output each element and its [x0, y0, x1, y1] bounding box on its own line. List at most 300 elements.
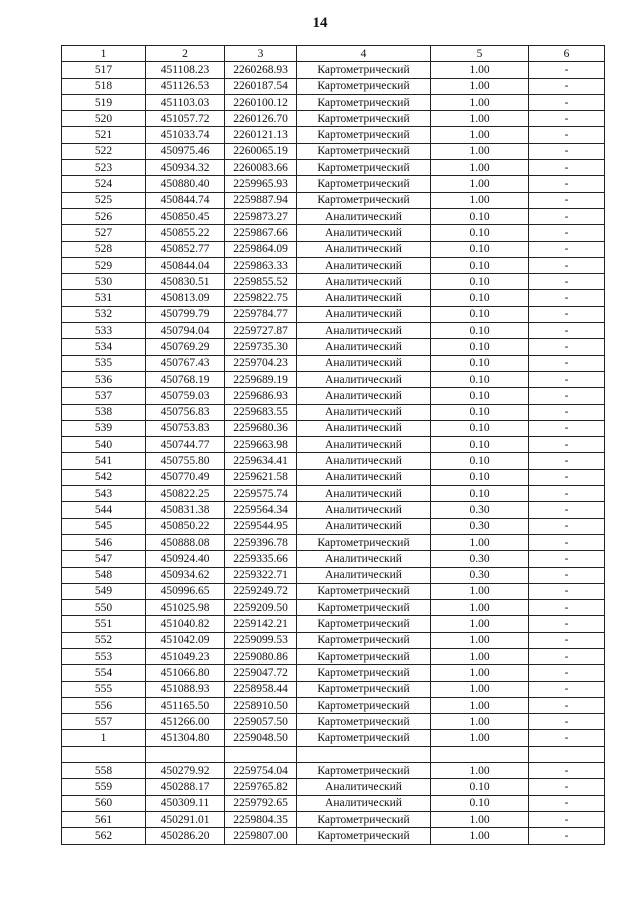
table-body [62, 62, 605, 844]
method-cell: Аналитический [297, 339, 431, 355]
accuracy-cell: 0.10 [431, 453, 529, 469]
x-coordinate-cell: 451066.80 [146, 665, 225, 681]
x-coordinate-cell: 451033.74 [146, 127, 225, 143]
description-cell: - [529, 486, 605, 502]
y-coordinate-cell: 2259080.86 [225, 648, 297, 664]
y-coordinate-cell: 2259864.09 [225, 241, 297, 257]
description-cell: - [529, 697, 605, 713]
table-row [62, 567, 605, 583]
y-coordinate-cell: 2260187.54 [225, 78, 297, 94]
method-cell: Аналитический [297, 779, 431, 795]
accuracy-cell: 1.00 [431, 583, 529, 599]
accuracy-cell: 1.00 [431, 192, 529, 208]
table-row [62, 404, 605, 420]
table-row [62, 355, 605, 371]
table-row [62, 176, 605, 192]
point-number-cell: 532 [62, 306, 146, 322]
description-cell: - [529, 632, 605, 648]
accuracy-cell: 0.10 [431, 355, 529, 371]
x-coordinate-cell [146, 746, 225, 762]
table-row [62, 420, 605, 436]
x-coordinate-cell: 450934.32 [146, 160, 225, 176]
description-cell: - [529, 355, 605, 371]
description-cell: - [529, 437, 605, 453]
accuracy-cell: 0.10 [431, 795, 529, 811]
method-cell: Аналитический [297, 274, 431, 290]
x-coordinate-cell: 450822.25 [146, 486, 225, 502]
description-cell: - [529, 534, 605, 550]
y-coordinate-cell: 2260065.19 [225, 143, 297, 159]
description-cell: - [529, 811, 605, 827]
column-header: 3 [225, 46, 297, 62]
description-cell: - [529, 127, 605, 143]
method-cell: Картометрический [297, 763, 431, 779]
method-cell: Аналитический [297, 486, 431, 502]
table-row [62, 828, 605, 844]
description-cell: - [529, 339, 605, 355]
table-row [62, 371, 605, 387]
table-row [62, 632, 605, 648]
x-coordinate-cell: 450850.22 [146, 518, 225, 534]
table-row [62, 600, 605, 616]
table-row [62, 306, 605, 322]
description-cell: - [529, 420, 605, 436]
table-row [62, 730, 605, 746]
table-row [62, 811, 605, 827]
x-coordinate-cell: 451304.80 [146, 730, 225, 746]
method-cell: Аналитический [297, 567, 431, 583]
point-number-cell: 522 [62, 143, 146, 159]
accuracy-cell: 1.00 [431, 78, 529, 94]
method-cell: Аналитический [297, 420, 431, 436]
accuracy-cell: 1.00 [431, 616, 529, 632]
y-coordinate-cell: 2260083.66 [225, 160, 297, 176]
method-cell: Аналитический [297, 388, 431, 404]
description-cell: - [529, 78, 605, 94]
method-cell: Картометрический [297, 111, 431, 127]
accuracy-cell: 0.30 [431, 551, 529, 567]
description-cell: - [529, 143, 605, 159]
y-coordinate-cell: 2259792.65 [225, 795, 297, 811]
point-number-cell: 518 [62, 78, 146, 94]
method-cell: Аналитический [297, 208, 431, 224]
point-number-cell: 517 [62, 62, 146, 78]
description-cell: - [529, 795, 605, 811]
column-header: 4 [297, 46, 431, 62]
table-row [62, 763, 605, 779]
x-coordinate-cell: 451165.50 [146, 697, 225, 713]
method-cell: Картометрический [297, 600, 431, 616]
y-coordinate-cell: 2259564.34 [225, 502, 297, 518]
point-number-cell: 550 [62, 600, 146, 616]
table-row [62, 469, 605, 485]
point-number-cell: 539 [62, 420, 146, 436]
accuracy-cell: 0.10 [431, 225, 529, 241]
y-coordinate-cell: 2259689.19 [225, 371, 297, 387]
method-cell: Картометрический [297, 697, 431, 713]
accuracy-cell: 0.10 [431, 274, 529, 290]
x-coordinate-cell: 450291.01 [146, 811, 225, 827]
point-number-cell: 560 [62, 795, 146, 811]
method-cell: Аналитический [297, 453, 431, 469]
accuracy-cell: 1.00 [431, 648, 529, 664]
y-coordinate-cell: 2259822.75 [225, 290, 297, 306]
table-row [62, 143, 605, 159]
x-coordinate-cell: 451025.98 [146, 600, 225, 616]
y-coordinate-cell: 2259249.72 [225, 583, 297, 599]
method-cell: Картометрический [297, 665, 431, 681]
x-coordinate-cell: 450755.80 [146, 453, 225, 469]
x-coordinate-cell: 450855.22 [146, 225, 225, 241]
method-cell: Аналитический [297, 551, 431, 567]
accuracy-cell: 1.00 [431, 62, 529, 78]
accuracy-cell: 1.00 [431, 111, 529, 127]
point-number-cell: 524 [62, 176, 146, 192]
description-cell: - [529, 567, 605, 583]
method-cell: Картометрический [297, 811, 431, 827]
description-cell: - [529, 94, 605, 110]
point-number-cell: 526 [62, 208, 146, 224]
table-row [62, 78, 605, 94]
x-coordinate-cell: 450288.17 [146, 779, 225, 795]
point-number-cell: 537 [62, 388, 146, 404]
column-header: 5 [431, 46, 529, 62]
y-coordinate-cell: 2259680.36 [225, 420, 297, 436]
method-cell: Аналитический [297, 241, 431, 257]
x-coordinate-cell: 451088.93 [146, 681, 225, 697]
y-coordinate-cell: 2259784.77 [225, 306, 297, 322]
accuracy-cell: 0.10 [431, 257, 529, 273]
method-cell: Картометрический [297, 714, 431, 730]
point-number-cell: 543 [62, 486, 146, 502]
method-cell: Аналитический [297, 404, 431, 420]
table-row [62, 697, 605, 713]
description-cell: - [529, 225, 605, 241]
accuracy-cell: 1.00 [431, 811, 529, 827]
y-coordinate-cell: 2259047.72 [225, 665, 297, 681]
method-cell: Картометрический [297, 632, 431, 648]
table-row [62, 241, 605, 257]
accuracy-cell: 1.00 [431, 600, 529, 616]
y-coordinate-cell: 2259867.66 [225, 225, 297, 241]
x-coordinate-cell: 450799.79 [146, 306, 225, 322]
x-coordinate-cell: 450852.77 [146, 241, 225, 257]
description-cell: - [529, 714, 605, 730]
table-row [62, 616, 605, 632]
y-coordinate-cell: 2259807.00 [225, 828, 297, 844]
description-cell: - [529, 192, 605, 208]
accuracy-cell: 0.10 [431, 469, 529, 485]
y-coordinate-cell: 2259863.33 [225, 257, 297, 273]
accuracy-cell: 0.30 [431, 567, 529, 583]
x-coordinate-cell: 451049.23 [146, 648, 225, 664]
x-coordinate-cell: 450830.51 [146, 274, 225, 290]
accuracy-cell: 0.10 [431, 306, 529, 322]
accuracy-cell: 1.00 [431, 94, 529, 110]
description-cell: - [529, 665, 605, 681]
accuracy-cell: 0.10 [431, 371, 529, 387]
method-cell: Картометрический [297, 583, 431, 599]
method-cell: Картометрический [297, 127, 431, 143]
method-cell: Картометрический [297, 78, 431, 94]
point-number-cell [62, 746, 146, 762]
method-cell: Картометрический [297, 192, 431, 208]
point-number-cell: 519 [62, 94, 146, 110]
table-row [62, 681, 605, 697]
x-coordinate-cell: 450753.83 [146, 420, 225, 436]
table-row [62, 160, 605, 176]
point-number-cell: 548 [62, 567, 146, 583]
x-coordinate-cell: 451103.03 [146, 94, 225, 110]
accuracy-cell: 1.00 [431, 127, 529, 143]
y-coordinate-cell: 2259754.04 [225, 763, 297, 779]
y-coordinate-cell: 2259575.74 [225, 486, 297, 502]
point-number-cell: 521 [62, 127, 146, 143]
description-cell: - [529, 518, 605, 534]
method-cell: Аналитический [297, 795, 431, 811]
description-cell: - [529, 323, 605, 339]
description-cell: - [529, 208, 605, 224]
y-coordinate-cell: 2260268.93 [225, 62, 297, 78]
table-row [62, 486, 605, 502]
method-cell: Картометрический [297, 143, 431, 159]
description-cell: - [529, 371, 605, 387]
method-cell: Картометрический [297, 62, 431, 78]
x-coordinate-cell: 451042.09 [146, 632, 225, 648]
table-row [62, 746, 605, 762]
column-header: 6 [529, 46, 605, 62]
point-number-cell: 527 [62, 225, 146, 241]
x-coordinate-cell: 450888.08 [146, 534, 225, 550]
y-coordinate-cell: 2258958.44 [225, 681, 297, 697]
point-number-cell: 541 [62, 453, 146, 469]
description-cell: - [529, 62, 605, 78]
table-row [62, 94, 605, 110]
table-row [62, 518, 605, 534]
method-cell: Аналитический [297, 371, 431, 387]
point-number-cell: 536 [62, 371, 146, 387]
method-cell: Картометрический [297, 828, 431, 844]
x-coordinate-cell: 450744.77 [146, 437, 225, 453]
accuracy-cell: 1.00 [431, 828, 529, 844]
accuracy-cell: 0.30 [431, 518, 529, 534]
description-cell: - [529, 502, 605, 518]
point-number-cell: 530 [62, 274, 146, 290]
x-coordinate-cell: 450934.62 [146, 567, 225, 583]
y-coordinate-cell: 2260100.12 [225, 94, 297, 110]
y-coordinate-cell: 2259544.95 [225, 518, 297, 534]
x-coordinate-cell: 450880.40 [146, 176, 225, 192]
table-row [62, 453, 605, 469]
table-row [62, 437, 605, 453]
accuracy-cell: 1.00 [431, 665, 529, 681]
x-coordinate-cell: 450309.11 [146, 795, 225, 811]
table-row [62, 502, 605, 518]
method-cell: Аналитический [297, 518, 431, 534]
x-coordinate-cell: 451266.00 [146, 714, 225, 730]
table-row [62, 714, 605, 730]
table-row [62, 274, 605, 290]
method-cell: Аналитический [297, 469, 431, 485]
point-number-cell: 542 [62, 469, 146, 485]
table-row [62, 779, 605, 795]
description-cell: - [529, 453, 605, 469]
column-header: 2 [146, 46, 225, 62]
y-coordinate-cell: 2259209.50 [225, 600, 297, 616]
point-number-cell: 547 [62, 551, 146, 567]
point-number-cell: 523 [62, 160, 146, 176]
y-coordinate-cell: 2259322.71 [225, 567, 297, 583]
point-number-cell: 546 [62, 534, 146, 550]
table-row [62, 111, 605, 127]
accuracy-cell [431, 746, 529, 762]
table-row [62, 583, 605, 599]
point-number-cell: 555 [62, 681, 146, 697]
x-coordinate-cell: 450844.04 [146, 257, 225, 273]
y-coordinate-cell: 2259683.55 [225, 404, 297, 420]
accuracy-cell: 1.00 [431, 714, 529, 730]
accuracy-cell: 0.10 [431, 404, 529, 420]
y-coordinate-cell: 2259887.94 [225, 192, 297, 208]
method-cell: Картометрический [297, 681, 431, 697]
table-row [62, 795, 605, 811]
accuracy-cell: 0.10 [431, 323, 529, 339]
table-row [62, 534, 605, 550]
description-cell: - [529, 779, 605, 795]
table-row [62, 192, 605, 208]
description-cell: - [529, 290, 605, 306]
description-cell: - [529, 306, 605, 322]
method-cell: Картометрический [297, 534, 431, 550]
y-coordinate-cell: 2259057.50 [225, 714, 297, 730]
method-cell: Аналитический [297, 502, 431, 518]
x-coordinate-cell: 451057.72 [146, 111, 225, 127]
y-coordinate-cell: 2259735.30 [225, 339, 297, 355]
y-coordinate-cell: 2259142.21 [225, 616, 297, 632]
description-cell: - [529, 730, 605, 746]
method-cell: Аналитический [297, 257, 431, 273]
table-row [62, 290, 605, 306]
table-row [62, 323, 605, 339]
accuracy-cell: 1.00 [431, 160, 529, 176]
y-coordinate-cell: 2259663.98 [225, 437, 297, 453]
point-number-cell: 535 [62, 355, 146, 371]
description-cell: - [529, 111, 605, 127]
x-coordinate-cell: 450769.29 [146, 339, 225, 355]
description-cell: - [529, 469, 605, 485]
x-coordinate-cell: 450794.04 [146, 323, 225, 339]
y-coordinate-cell: 2259965.93 [225, 176, 297, 192]
point-number-cell: 538 [62, 404, 146, 420]
x-coordinate-cell: 450844.74 [146, 192, 225, 208]
description-cell: - [529, 648, 605, 664]
y-coordinate-cell: 2259396.78 [225, 534, 297, 550]
x-coordinate-cell: 450975.46 [146, 143, 225, 159]
point-number-cell: 556 [62, 697, 146, 713]
accuracy-cell: 1.00 [431, 763, 529, 779]
method-cell: Аналитический [297, 306, 431, 322]
accuracy-cell: 1.00 [431, 143, 529, 159]
coordinates-table [61, 45, 605, 845]
y-coordinate-cell [225, 746, 297, 762]
accuracy-cell: 0.10 [431, 420, 529, 436]
point-number-cell: 551 [62, 616, 146, 632]
x-coordinate-cell: 451040.82 [146, 616, 225, 632]
accuracy-cell: 0.10 [431, 388, 529, 404]
y-coordinate-cell: 2259621.58 [225, 469, 297, 485]
table-row [62, 127, 605, 143]
point-number-cell: 528 [62, 241, 146, 257]
x-coordinate-cell: 450924.40 [146, 551, 225, 567]
description-cell [529, 746, 605, 762]
description-cell: - [529, 763, 605, 779]
y-coordinate-cell: 2259765.82 [225, 779, 297, 795]
accuracy-cell: 0.10 [431, 486, 529, 502]
point-number-cell: 552 [62, 632, 146, 648]
x-coordinate-cell: 451108.23 [146, 62, 225, 78]
point-number-cell: 561 [62, 811, 146, 827]
description-cell: - [529, 404, 605, 420]
y-coordinate-cell: 2259048.50 [225, 730, 297, 746]
accuracy-cell: 0.10 [431, 779, 529, 795]
method-cell: Картометрический [297, 616, 431, 632]
accuracy-cell: 1.00 [431, 176, 529, 192]
method-cell: Картометрический [297, 160, 431, 176]
method-cell [297, 746, 431, 762]
point-number-cell: 553 [62, 648, 146, 664]
method-cell: Картометрический [297, 176, 431, 192]
point-number-cell: 544 [62, 502, 146, 518]
y-coordinate-cell: 2260121.13 [225, 127, 297, 143]
description-cell: - [529, 160, 605, 176]
method-cell: Аналитический [297, 437, 431, 453]
point-number-cell: 520 [62, 111, 146, 127]
description-cell: - [529, 551, 605, 567]
table-row [62, 665, 605, 681]
y-coordinate-cell: 2259727.87 [225, 323, 297, 339]
accuracy-cell: 1.00 [431, 534, 529, 550]
point-number-cell: 557 [62, 714, 146, 730]
x-coordinate-cell: 450767.43 [146, 355, 225, 371]
x-coordinate-cell: 450996.65 [146, 583, 225, 599]
description-cell: - [529, 600, 605, 616]
point-number-cell: 549 [62, 583, 146, 599]
x-coordinate-cell: 450850.45 [146, 208, 225, 224]
x-coordinate-cell: 450756.83 [146, 404, 225, 420]
point-number-cell: 1 [62, 730, 146, 746]
point-number-cell: 531 [62, 290, 146, 306]
table-row [62, 388, 605, 404]
method-cell: Аналитический [297, 290, 431, 306]
description-cell: - [529, 583, 605, 599]
method-cell: Аналитический [297, 225, 431, 241]
x-coordinate-cell: 450813.09 [146, 290, 225, 306]
x-coordinate-cell: 450286.20 [146, 828, 225, 844]
point-number-cell: 525 [62, 192, 146, 208]
accuracy-cell: 1.00 [431, 730, 529, 746]
point-number-cell: 559 [62, 779, 146, 795]
accuracy-cell: 1.00 [431, 632, 529, 648]
table-row [62, 225, 605, 241]
table-header-row [62, 46, 605, 62]
method-cell: Аналитический [297, 323, 431, 339]
accuracy-cell: 0.10 [431, 241, 529, 257]
x-coordinate-cell: 450279.92 [146, 763, 225, 779]
x-coordinate-cell: 450768.19 [146, 371, 225, 387]
accuracy-cell: 0.10 [431, 339, 529, 355]
accuracy-cell: 0.10 [431, 208, 529, 224]
point-number-cell: 545 [62, 518, 146, 534]
